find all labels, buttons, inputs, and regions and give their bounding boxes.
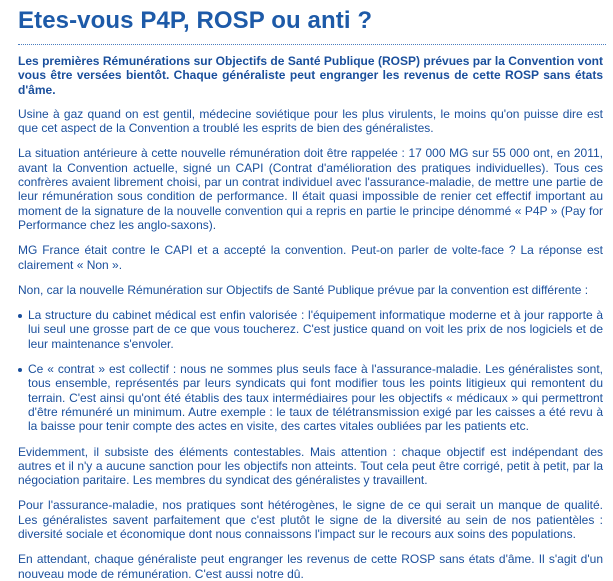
paragraph-4: Non, car la nouvelle Rémunération sur Objectifs de Santé Publique prévue par la convention est différente : (18, 282, 589, 297)
bullet-text-1: La structure du cabinet médical est enfin valorisée : l'équipement informatique moderne et à jour rapporte à lui seul une grosse part de ce que vous toucherez. C'est justice quand on voit les prix de nos logiciels et de leur maintenance s'envoler. (28, 308, 603, 351)
paragraph-6: Pour l'assurance-maladie, nos pratiques sont hétérogènes, le signe de ce qui serait un manque de qualité. Les généralistes savent parfaitement que c'est plutôt le signe de la diversité au sein de nos patientèles : diversité sociale et économique dont nous connaissons l'impact sur le recours aux soins des populations. (18, 498, 603, 542)
bullet-item-1 (18, 308, 603, 351)
paragraph-7: En attendant, chaque généraliste peut engranger les revenus de cette ROSP sans états d'âme. Il s'agit d'un nouveau mode de rémunération. C'est aussi notre dû. (18, 552, 603, 581)
title-divider (18, 44, 606, 45)
article-title: Etes-vous P4P, ROSP ou anti ? (18, 7, 373, 34)
paragraph-2: La situation antérieure à cette nouvelle rémunération doit être rappelée : 17 000 MG sur 55 000 ont, en 2011, avant la Convention actuelle, signé un CAPI (Contrat d'amélioration des pratiques individuelles). Tous ces confrères avaient librement choisi, par un contrat individuel avec l'assurance-maladie, de mettre une partie de leur rémunération sous condition de performance. Il était quasi impossible de renier cet effectif important au moment de la signature de la nouvelle convention qui a repris en partie le principe dénommé « P4P » (Pay for Performance chez les anglo-saxons). (18, 146, 603, 232)
article-lead: Les premières Rémunérations sur Objectifs de Santé Publique (ROSP) prévues par la Convention vont vous être versées bientôt. Chaque généraliste peut engranger les revenus de cette ROSP sans états d'âme. (18, 54, 603, 97)
paragraph-1: Usine à gaz quand on est gentil, médecine soviétique pour les plus virulents, le moins qu'on puisse dire est que cet aspect de la Convention a troublé les esprits de bien des généralistes. (18, 106, 603, 136)
paragraph-5: Evidemment, il subsiste des éléments contestables. Mais attention : chaque objectif est indépendant des autres et il n'y a aucune sanction pour les objectifs non atteints. Tout cela peut être corrigé, petit à petit, par la négociation paritaire. Les membres du syndicat des généralistes y travaillent. (18, 444, 603, 488)
bullet-item-2 (18, 362, 603, 433)
bullet-text-2: Ce « contrat » est collectif : nous ne sommes plus seuls face à l'assurance-maladie. Les généralistes sont, tous ensemble, représentés par leurs syndicats qui font modifier tous les points litigieux qui remontent du terrain. C'est ainsi qu'ont été établis des taux intermédiaires pour les objectifs « médicaux » qui permettront d'être rémunéré un minimum. Autre exemple : le taux de télétransmission exigé par les caisses a été revu à la baisse pour tenir compte des actes en visite, des cartes vitales oubliées par les patients etc. (28, 362, 603, 434)
bullet-dot-icon (18, 368, 22, 372)
bullet-dot-icon (18, 314, 22, 318)
paragraph-3: MG France était contre le CAPI et a accepté la convention. Peut-on parler de volte-face ? La réponse est clairement « Non ». (18, 243, 603, 272)
